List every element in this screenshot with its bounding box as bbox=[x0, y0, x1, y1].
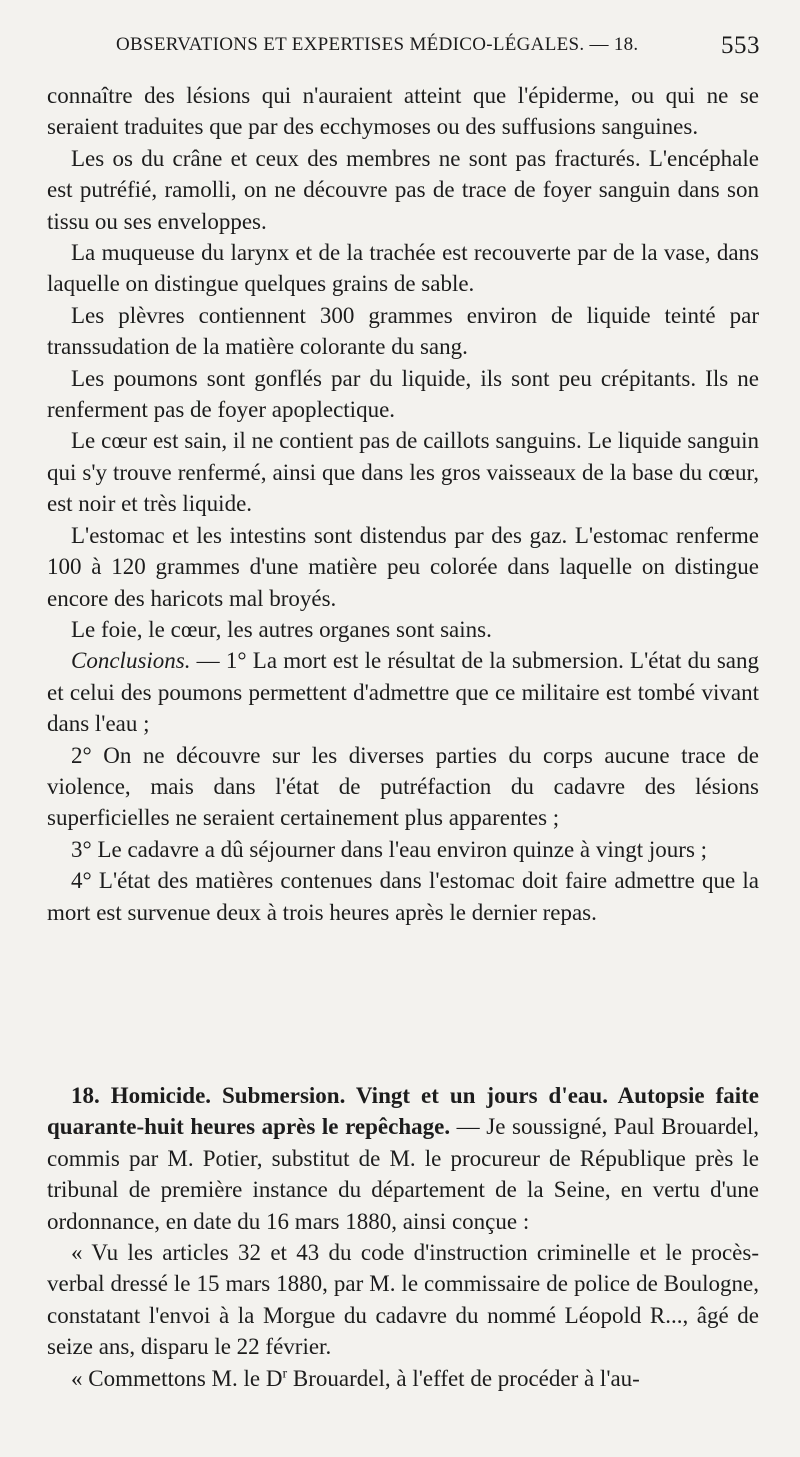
quote-text: « Commettons M. le D bbox=[71, 1365, 283, 1391]
paragraph: connaître des lésions qui n'auraient atteint que l'épiderme, ou qui ne se seraient traduites que par des ecchymoses ou des suffusions sanguines. bbox=[47, 83, 759, 140]
quote-paragraph bbox=[47, 1363, 759, 1394]
autopsy-findings-section bbox=[47, 80, 759, 928]
paragraph: La muqueuse du larynx et de la trachée est recouverte par de la vase, dans laquelle on distingue quelques grains de sable. bbox=[47, 240, 759, 297]
case-intro: — Je soussigné, Paul Brouardel, commis par M. Potier, substitut de M. le procureur de République près le tribunal de première instance du département de la Seine, en vertu d'une ordonnance, en date du 16 mars 1880, ainsi conçue : bbox=[47, 1114, 759, 1234]
paragraph: Les poumons sont gonflés par du liquide, ils sont peu crépitants. Ils ne renferment pas de foyer apoplectique. bbox=[47, 365, 759, 423]
page-number: 553 bbox=[721, 32, 760, 59]
paragraph: Le cœur est sain, il ne contient pas de caillots sanguins. Le liquide sanguin qui s'y trouve renfermé, ainsi que dans les gros vaisseaux de la base du cœur, est noir et très liquide. bbox=[47, 428, 759, 517]
case-heading: 18. Homicide. Submersion. Vingt et un jours d'eau. Autopsie faite quarante-huit heures après le repêchage. bbox=[47, 1083, 759, 1140]
page-header bbox=[88, 34, 760, 68]
paragraph: Les os du crâne et ceux des membres ne sont pas fracturés. L'encéphale est putréfié, ramolli, on ne découvre pas de trace de foyer sanguin dans son tissu ou ses enveloppes. bbox=[47, 145, 759, 234]
quote-text: Brouardel, à l'effet de procéder à l'au- bbox=[287, 1365, 640, 1391]
conclusions-label: Conclusions. bbox=[71, 648, 191, 674]
case-18-section bbox=[47, 1080, 759, 1394]
case-18-intro-paragraph bbox=[47, 1080, 759, 1237]
conclusion-item-4: 4° L'état des matières contenues dans l'estomac doit faire admettre que la mort est survenue deux à trois heures après le dernier repas. bbox=[47, 868, 759, 925]
paragraph: Le foie, le cœur, les autres organes sont sains. bbox=[71, 616, 492, 642]
conclusion-item-1: — 1° La mort est le résultat de la submersion. L'état du sang et celui des poumons permettent d'admettre que ce militaire est tombé vivant dans l'eau ; bbox=[47, 648, 759, 737]
paragraph: Les plèvres contiennent 300 grammes environ de liquide teinté par transsudation de la matière colorante du sang. bbox=[47, 302, 759, 360]
quote-paragraph: « Vu les articles 32 et 43 du code d'instruction criminelle et le procès-verbal dressé le 15 mars 1880, par M. le commissaire de police de Boulogne, constatant l'envoi à la Morgue du cadavre du nommé Léopold R..., âgé de seize ans, disparu le 22 février. bbox=[47, 1240, 759, 1360]
conclusion-item-3: 3° Le cadavre a dû séjourner dans l'eau environ quinze à vingt jours ; bbox=[71, 836, 708, 862]
conclusions-paragraph bbox=[47, 645, 759, 739]
running-title: OBSERVATIONS ET EXPERTISES MÉDICO-LÉGALES. — 18. bbox=[116, 34, 639, 55]
conclusion-item-2: 2° On ne découvre sur les diverses parties du corps aucune trace de violence, mais dans l'état de putréfaction du cadavre des lésions superficielles ne seraient certainement plus apparentes ; bbox=[47, 742, 759, 831]
paragraph: L'estomac et les intestins sont distendus par des gaz. L'estomac renferme 100 à 120 grammes d'une matière peu colorée dans laquelle on distingue encore des haricots mal broyés. bbox=[47, 522, 759, 611]
superscript: r bbox=[282, 1366, 288, 1381]
